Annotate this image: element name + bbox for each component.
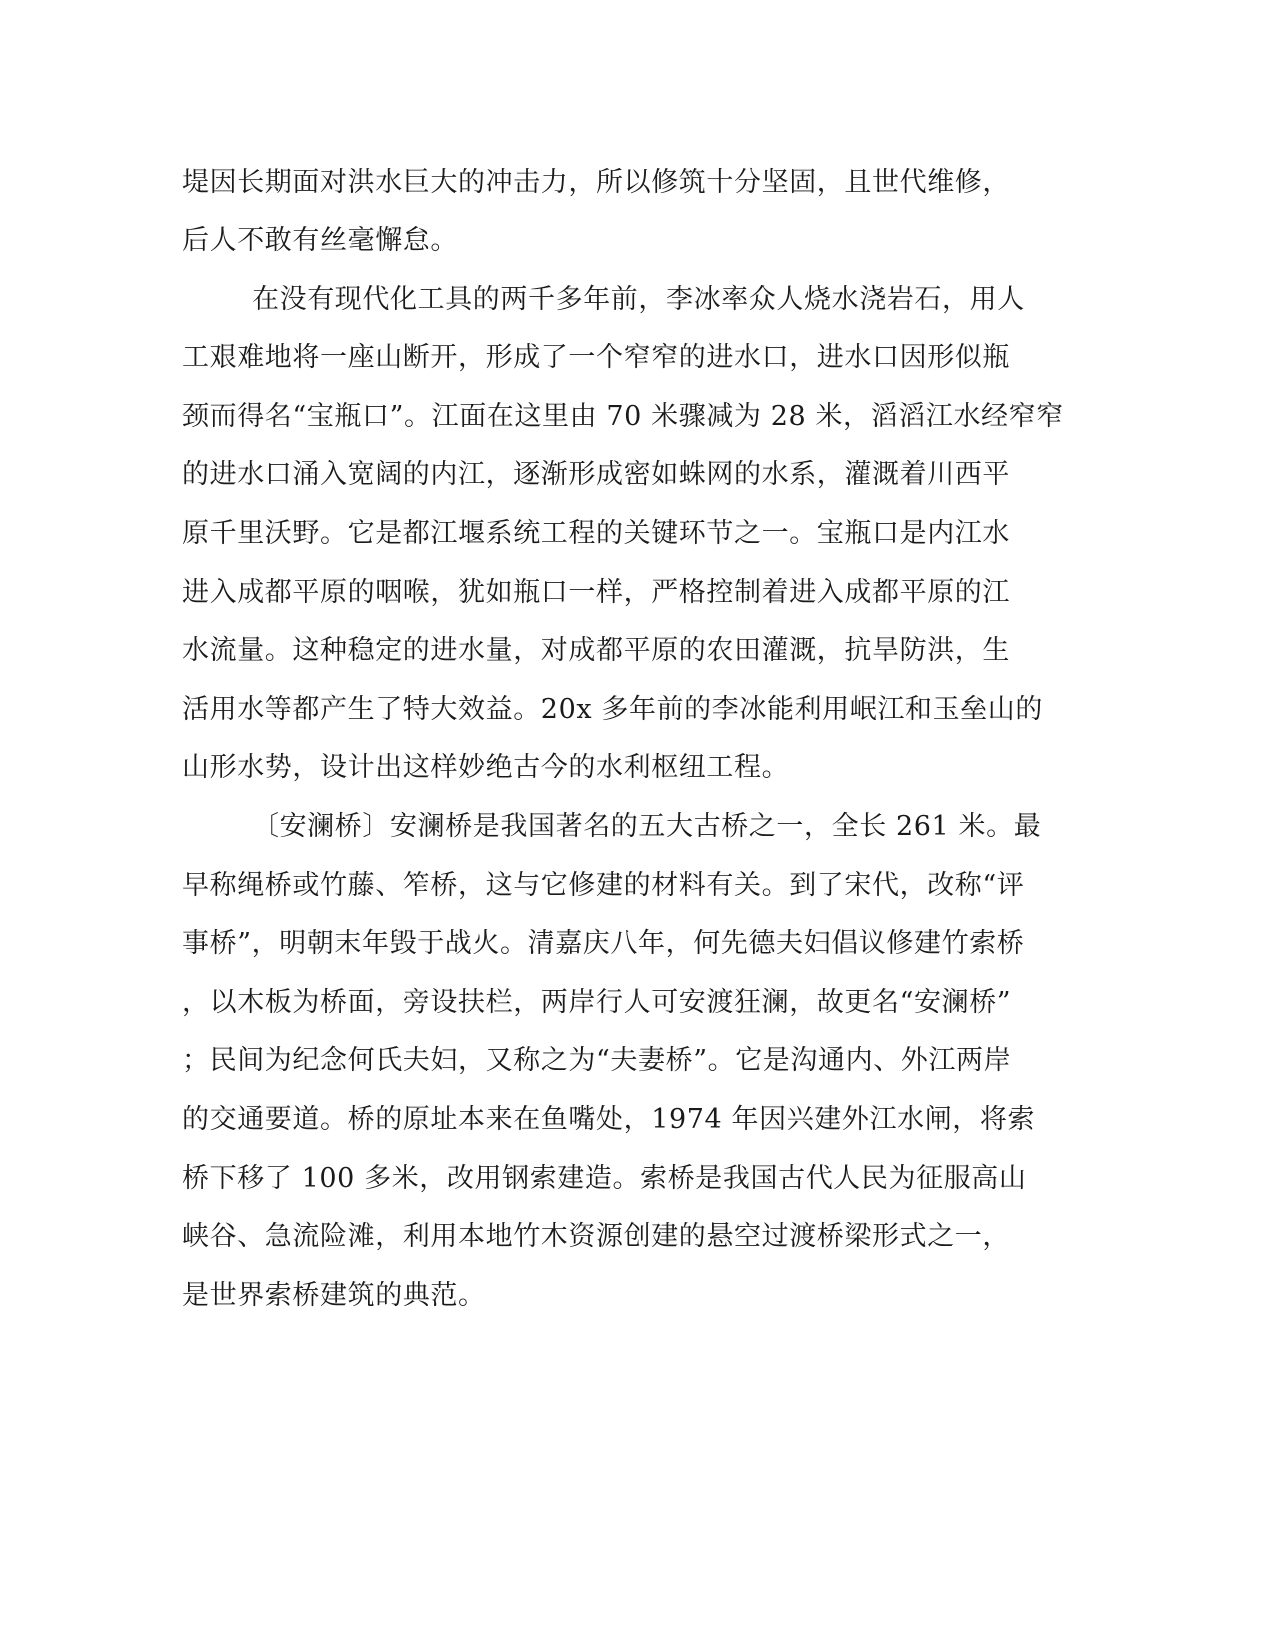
paragraph-3-line-1: 〔安澜桥〕安澜桥是我国著名的五大古桥之一，全长 261 米。最 (252, 811, 1042, 842)
paragraph-2-line-6: 进入成都平原的咽喉，犹如瓶口一样，严格控制着进入成都平原的江 (182, 577, 1010, 608)
paragraph-3-line-8: 峡谷、急流险滩，利用本地竹木资源创建的悬空过渡桥梁形式之一， (182, 1221, 1010, 1252)
paragraph-3-line-3: 事桥”，明朝末年毁于战火。清嘉庆八年，何先德夫妇倡议修建竹索桥 (182, 928, 1025, 959)
paragraph-2-line-2: 工艰难地将一座山断开，形成了一个窄窄的进水口，进水口因形似瓶 (182, 342, 1010, 373)
paragraph-2-line-9: 山形水势，设计出这样妙绝古今的水利枢纽工程。 (182, 752, 790, 783)
paragraph-2-line-3: 颈而得名“宝瓶口”。江面在这里由 70 米骤减为 28 米，滔滔江水经窄窄 (182, 401, 1064, 432)
paragraph-1-line-1: 堤因长期面对洪水巨大的冲击力，所以修筑十分坚固，且世代维修， (182, 167, 1010, 198)
paragraph-3-line-4: ，以木板为桥面，旁设扶栏，两岸行人可安渡狂澜，故更名“安澜桥” (182, 987, 1012, 1018)
paragraph-3-line-7: 桥下移了 100 多米，改用钢索建造。索桥是我国古代人民为征服高山 (182, 1163, 1027, 1194)
paragraph-3-line-6: 的交通要道。桥的原址本来在鱼嘴处，1974 年因兴建外江水闸，将索 (182, 1104, 1036, 1135)
paragraph-3-line-2: 早称绳桥或竹藤、笮桥，这与它修建的材料有关。到了宋代，改称“评 (182, 870, 1025, 901)
paragraph-2-line-7: 水流量。这种稳定的进水量，对成都平原的农田灌溉，抗旱防洪，生 (182, 635, 1010, 666)
paragraph-3-line-9: 是世界索桥建筑的典范。 (182, 1280, 486, 1311)
paragraph-2-line-8: 活用水等都产生了特大效益。20x 多年前的李冰能利用岷江和玉垒山的 (182, 694, 1043, 725)
paragraph-2-line-1: 在没有现代化工具的两千多年前，李冰率众人烧水浇岩石，用人 (252, 284, 1025, 315)
paragraph-2-line-4: 的进水口涌入宽阔的内江，逐渐形成密如蛛网的水系，灌溉着川西平 (182, 459, 1010, 490)
paragraph-3-line-5: ；民间为纪念何氏夫妇，又称之为“夫妻桥”。它是沟通内、外江两岸 (182, 1045, 1012, 1076)
paragraph-2-line-5: 原千里沃野。它是都江堰系统工程的关键环节之一。宝瓶口是内江水 (182, 518, 1010, 549)
paragraph-1-line-2: 后人不敢有丝毫懈怠。 (182, 225, 458, 256)
